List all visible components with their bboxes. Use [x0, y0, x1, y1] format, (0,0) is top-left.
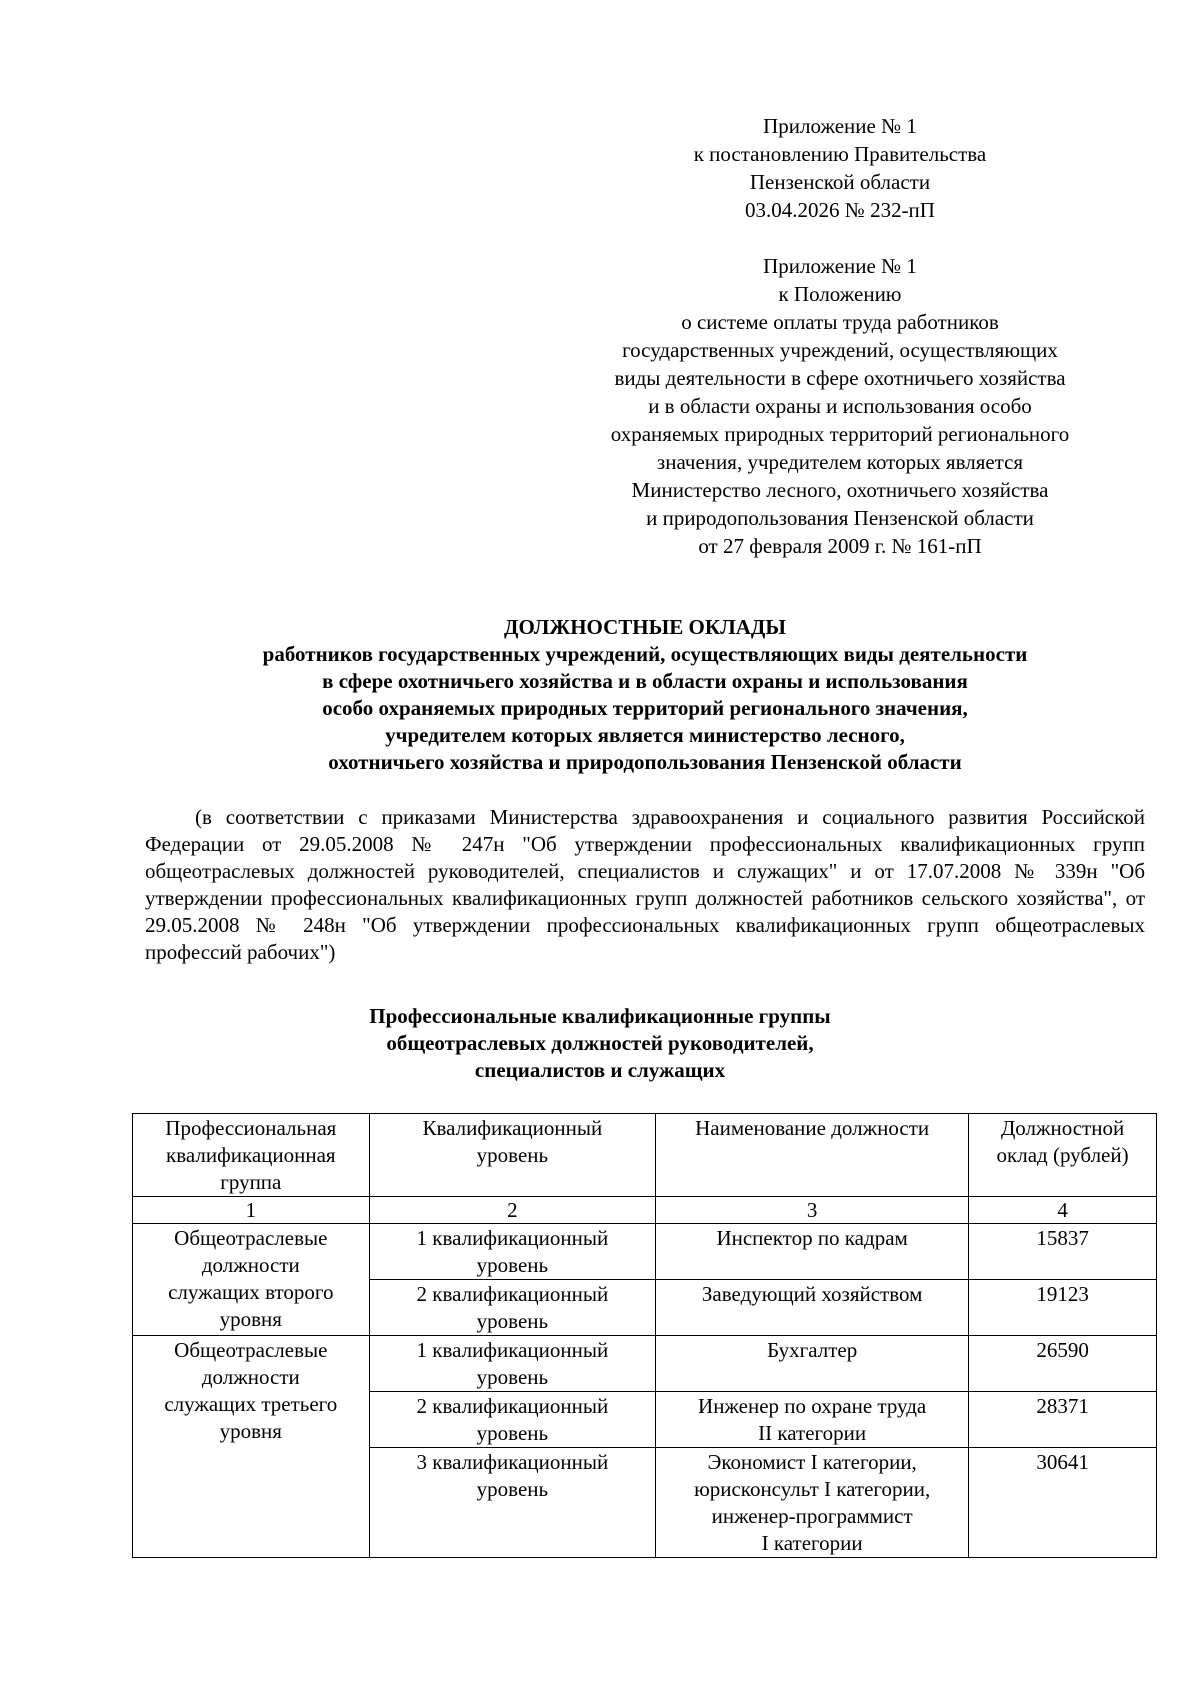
level-cell [369, 1336, 656, 1392]
position-cell [656, 1280, 969, 1336]
cell-text: инженер-программист [711, 1504, 913, 1528]
column-number: 3 [656, 1197, 969, 1224]
column-number: 4 [969, 1197, 1157, 1224]
header-salary [969, 1114, 1157, 1197]
cell-text: должности [201, 1253, 300, 1277]
attachment-line: Приложение № 1 [763, 114, 917, 138]
cell-text: служащих второго [168, 1280, 334, 1304]
header-text: квалификационная [166, 1143, 336, 1167]
position-cell [656, 1336, 969, 1392]
salary-table [132, 1113, 1157, 1558]
header-text: Квалификационный [422, 1116, 603, 1140]
attachment-line: государственных учреждений, осуществляющих [622, 338, 1058, 362]
attachment-line: о системе оплаты труда работников [681, 310, 999, 334]
column-number: 1 [133, 1197, 370, 1224]
level-cell [369, 1280, 656, 1336]
cell-text: 1 квалификационный [416, 1338, 609, 1362]
attachment-header-2 [590, 252, 1090, 560]
attachment-line: и в области охраны и использования особо [648, 394, 1032, 418]
attachment-line: от 27 февраля 2009 г. № 161-пП [698, 534, 982, 558]
cell-text: Бухгалтер [767, 1338, 858, 1362]
intro-text: (в соответствии с приказами Министерства здравоохранения и социального развития Российской Федерации от 29.05.2008 № 247н "Об утверждении профессиональных квалификационных групп общеотраслевых должностей руководителей, специалистов и служащих" и от 17.07.2008 № 339н "Об утверждении профессиональных квалификационных групп должностей работников сельского хозяйства", от 29.05.2008 № 248н "Об утверждении профессиональных квалификационных групп общеотраслевых профессий рабочих") [145, 805, 1145, 964]
attachment-line: Пензенской области [749, 170, 931, 194]
attachment-line: значения, учредителем которых является [656, 450, 1024, 474]
cell-text: 3 квалификационный [416, 1450, 609, 1474]
header-text: Должностной [1000, 1116, 1125, 1140]
level-cell [369, 1392, 656, 1448]
header-text: уровень [476, 1143, 549, 1167]
column-number-row [133, 1197, 1157, 1224]
cell-text: уровень [476, 1477, 549, 1501]
table-row [133, 1224, 1157, 1280]
header-text: группа [220, 1170, 282, 1194]
attachment-line: 03.04.2026 № 232-пП [745, 198, 935, 222]
salary-cell: 15837 [969, 1224, 1157, 1280]
column-number: 2 [369, 1197, 656, 1224]
title-line: особо охраняемых природных территорий регионального значения, [322, 696, 968, 720]
group-name [133, 1224, 370, 1336]
header-position [656, 1114, 969, 1197]
section-subtitle [300, 1003, 900, 1084]
level-cell [369, 1224, 656, 1280]
cell-text: Экономист I категории, [707, 1450, 917, 1474]
document-title [120, 614, 1170, 776]
cell-text: уровень [476, 1365, 549, 1389]
subtitle-line: специалистов и служащих [474, 1058, 726, 1082]
cell-text: Заведующий хозяйством [701, 1282, 923, 1306]
cell-text: должности [201, 1365, 300, 1389]
title-line: в сфере охотничьего хозяйства и в области охраны и использования [322, 669, 968, 693]
title-line: охотничьего хозяйства и природопользования Пензенской области [328, 750, 962, 774]
cell-text: 1 квалификационный [416, 1226, 609, 1250]
title-line: работников государственных учреждений, осуществляющих виды деятельности [262, 642, 1028, 666]
level-cell [369, 1448, 656, 1558]
cell-text: уровень [476, 1421, 549, 1445]
table-row [133, 1336, 1157, 1392]
attachment-line: Приложение № 1 [763, 254, 917, 278]
intro-paragraph [145, 804, 1145, 966]
cell-text: Общеотраслевые [174, 1226, 328, 1250]
attachment-line: к Положению [778, 282, 902, 306]
position-cell [656, 1448, 969, 1558]
table-header-row [133, 1114, 1157, 1197]
salary-cell: 26590 [969, 1336, 1157, 1392]
title-line: учредителем которых является министерство лесного, [385, 723, 905, 747]
salary-cell: 30641 [969, 1448, 1157, 1558]
attachment-line: и природопользования Пензенской области [646, 506, 1034, 530]
header-text: оклад (рублей) [996, 1143, 1129, 1167]
cell-text: I категории [761, 1531, 863, 1555]
cell-text: 2 квалификационный [416, 1282, 609, 1306]
subtitle-line: Профессиональные квалификационные группы [369, 1004, 831, 1028]
header-group [133, 1114, 370, 1197]
cell-text: уровень [476, 1253, 549, 1277]
salary-cell: 19123 [969, 1280, 1157, 1336]
position-cell [656, 1224, 969, 1280]
cell-text: Инспектор по кадрам [716, 1226, 908, 1250]
subtitle-line: общеотраслевых должностей руководителей, [386, 1031, 814, 1055]
cell-text: юрисконсульт I категории, [694, 1477, 931, 1501]
salary-cell: 28371 [969, 1392, 1157, 1448]
group-name [133, 1336, 370, 1558]
attachment-line: охраняемых природных территорий регионального [610, 422, 1070, 446]
attachment-line: виды деятельности в сфере охотничьего хозяйства [614, 366, 1066, 390]
cell-text: Общеотраслевые [174, 1338, 328, 1362]
cell-text: служащих третьего [164, 1392, 338, 1416]
header-text: Наименование должности [695, 1116, 930, 1140]
attachment-line: Министерство лесного, охотничьего хозяйства [631, 478, 1049, 502]
cell-text: уровня [219, 1419, 282, 1443]
cell-text: II категории [758, 1421, 867, 1445]
attachment-header-1 [590, 112, 1090, 224]
cell-text: Инженер по охране труда [698, 1394, 927, 1418]
cell-text: 2 квалификационный [416, 1394, 609, 1418]
cell-text: уровня [219, 1307, 282, 1331]
cell-text: уровень [476, 1309, 549, 1333]
position-cell [656, 1392, 969, 1448]
attachment-line: к постановлению Правительства [693, 142, 987, 166]
header-text: Профессиональная [165, 1116, 337, 1140]
title-line: ДОЛЖНОСТНЫЕ ОКЛАДЫ [504, 615, 786, 639]
header-level [369, 1114, 656, 1197]
